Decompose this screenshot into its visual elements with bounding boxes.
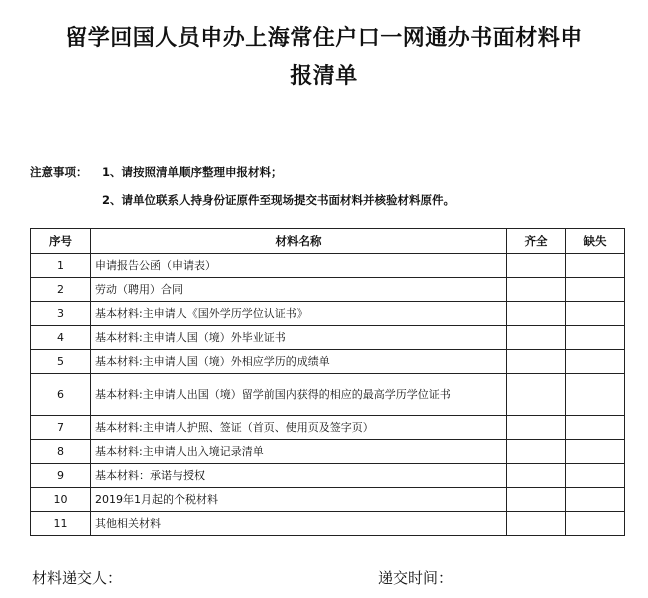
table-header-row: [31, 229, 625, 254]
missing-cell[interactable]: [566, 488, 625, 512]
row-no: 11: [31, 512, 91, 536]
table-row: [31, 512, 625, 536]
row-no: 2: [31, 278, 91, 302]
row-no: 6: [31, 374, 91, 416]
complete-cell[interactable]: [507, 488, 566, 512]
missing-cell[interactable]: [566, 440, 625, 464]
row-no: 5: [31, 350, 91, 374]
missing-cell[interactable]: [566, 350, 625, 374]
row-name: 2019年1月起的个税材料: [91, 488, 507, 512]
complete-cell[interactable]: [507, 374, 566, 416]
table-row: [31, 350, 625, 374]
missing-cell[interactable]: [566, 512, 625, 536]
complete-cell[interactable]: [507, 278, 566, 302]
missing-cell[interactable]: [566, 302, 625, 326]
notes-section: [30, 164, 630, 220]
row-name: 基本材料:主申请人《国外学历学位认证书》: [91, 302, 507, 326]
note-row-1: [30, 164, 630, 192]
complete-cell[interactable]: [507, 512, 566, 536]
table-row: [31, 302, 625, 326]
missing-cell[interactable]: [566, 374, 625, 416]
materials-table: [30, 228, 625, 536]
table-row: [31, 440, 625, 464]
missing-cell[interactable]: [566, 464, 625, 488]
row-no: 3: [31, 302, 91, 326]
table-row: [31, 464, 625, 488]
table-row: [31, 254, 625, 278]
header-complete: 齐全: [507, 229, 566, 254]
table-row: [31, 374, 625, 416]
row-no: 1: [31, 254, 91, 278]
row-no: 10: [31, 488, 91, 512]
missing-cell[interactable]: [566, 254, 625, 278]
submitter-label: 材料递交人：: [32, 569, 123, 587]
complete-cell[interactable]: [507, 350, 566, 374]
row-name: 基本材料:主申请人国（境）外相应学历的成绩单: [91, 350, 507, 374]
row-no: 7: [31, 416, 91, 440]
row-no: 8: [31, 440, 91, 464]
complete-cell[interactable]: [507, 326, 566, 350]
table-row: [31, 416, 625, 440]
page-title: [0, 20, 648, 96]
table-row: [31, 326, 625, 350]
row-name: 其他相关材料: [91, 512, 507, 536]
row-name: 劳动（聘用）合同: [91, 278, 507, 302]
complete-cell[interactable]: [507, 416, 566, 440]
row-name: 基本材料:主申请人护照、签证（首页、使用页及签字页）: [91, 416, 507, 440]
row-no: 9: [31, 464, 91, 488]
missing-cell[interactable]: [566, 416, 625, 440]
submit-time-label: 递交时间：: [378, 569, 454, 587]
notes-label: 注意事项：: [30, 165, 88, 179]
row-name: 基本材料:主申请人国（境）外毕业证书: [91, 326, 507, 350]
missing-cell[interactable]: [566, 278, 625, 302]
note-item-2: 2、请单位联系人持身份证原件至现场提交书面材料并核验材料原件。: [102, 193, 455, 207]
complete-cell[interactable]: [507, 254, 566, 278]
row-name: 基本材料:主申请人出国（境）留学前国内获得的相应的最高学历学位证书: [91, 374, 507, 416]
complete-cell[interactable]: [507, 440, 566, 464]
title-line-1: 留学回国人员申办上海常住户口一网通办书面材料申: [65, 26, 583, 51]
header-name: 材料名称: [91, 229, 507, 254]
row-name: 基本材料:主申请人出入境记录清单: [91, 440, 507, 464]
row-name: 申请报告公函（申请表）: [91, 254, 507, 278]
missing-cell[interactable]: [566, 326, 625, 350]
title-line-2: 报清单: [290, 64, 358, 89]
complete-cell[interactable]: [507, 302, 566, 326]
row-no: 4: [31, 326, 91, 350]
table-row: [31, 278, 625, 302]
note-item-1: 1、请按照清单顺序整理申报材料；: [102, 165, 283, 179]
header-no: 序号: [31, 229, 91, 254]
note-row-2: [30, 192, 630, 220]
complete-cell[interactable]: [507, 464, 566, 488]
table-row: [31, 488, 625, 512]
header-missing: 缺失: [566, 229, 625, 254]
row-name: 基本材料：承诺与授权: [91, 464, 507, 488]
